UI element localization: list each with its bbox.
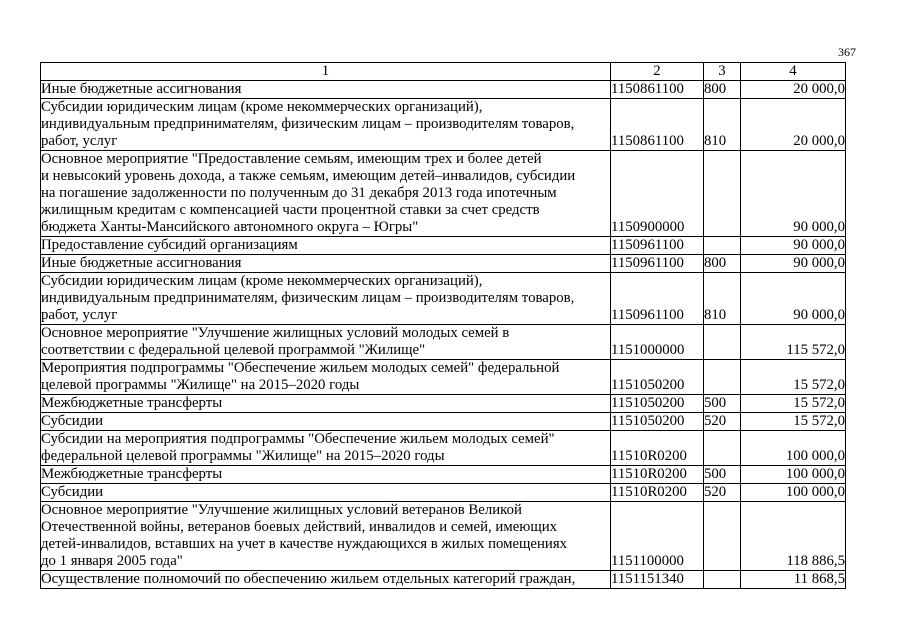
table-row [41, 255, 846, 273]
description-line: Субсидии на мероприятия подпрограммы "Обеспечение жильем молодых семей" [41, 431, 555, 447]
expense-type-cell: 810 [704, 99, 741, 151]
amount-cell: 90 000,0 [741, 151, 846, 237]
expense-type-cell [704, 325, 741, 360]
description-cell [41, 255, 611, 273]
description-line: федеральной целевой программы "Жилище" на 2015–2020 годы [41, 448, 445, 464]
description-cell [41, 237, 611, 255]
table-row [41, 484, 846, 502]
amount-cell: 100 000,0 [741, 431, 846, 466]
column-header-4: 4 [741, 63, 846, 81]
page-number: 367 [838, 45, 856, 59]
description-cell [41, 395, 611, 413]
table-header [41, 63, 846, 81]
description-line: Предоставление субсидий организациям [41, 237, 298, 253]
description-cell [41, 81, 611, 99]
description-cell [41, 99, 611, 151]
description-line: Иные бюджетные ассигнования [41, 255, 242, 271]
description-line: индивидуальным предпринимателям, физическим лицам – производителям товаров, [41, 116, 575, 132]
expense-type-cell [704, 237, 741, 255]
description-line: индивидуальным предпринимателям, физическим лицам – производителям товаров, [41, 290, 575, 306]
description-cell [41, 325, 611, 360]
description-line: Межбюджетные трансферты [41, 466, 223, 482]
description-cell [41, 502, 611, 571]
description-cell [41, 273, 611, 325]
expense-type-cell: 800 [704, 255, 741, 273]
budget-code-cell: 1150861100 [611, 99, 704, 151]
description-line: Основное мероприятие "Предоставление семьям, имеющим трех и более детей [41, 151, 542, 167]
amount-cell: 15 572,0 [741, 413, 846, 431]
expense-type-cell [704, 431, 741, 466]
description-line: и невысокий уровень дохода, а также семьям, имеющим детей–инвалидов, субсидии [41, 168, 576, 184]
amount-cell: 90 000,0 [741, 255, 846, 273]
description-line: Основное мероприятие "Улучшение жилищных условий молодых семей в [41, 325, 510, 341]
budget-code-cell: 1150961100 [611, 237, 704, 255]
table-row [41, 431, 846, 466]
description-line: соответствии с федеральной целевой программой "Жилище" [41, 342, 426, 358]
description-cell [41, 413, 611, 431]
expense-type-cell: 520 [704, 484, 741, 502]
description-line: Иные бюджетные ассигнования [41, 81, 242, 97]
amount-cell: 90 000,0 [741, 273, 846, 325]
budget-code-cell: 11510R0200 [611, 484, 704, 502]
amount-cell: 11 868,5 [741, 571, 846, 589]
table-row [41, 466, 846, 484]
budget-code-cell: 1150861100 [611, 81, 704, 99]
budget-code-cell: 11510R0200 [611, 466, 704, 484]
description-line: Основное мероприятие "Улучшение жилищных условий ветеранов Великой [41, 502, 522, 518]
description-cell [41, 151, 611, 237]
table-row [41, 151, 846, 237]
budget-code-cell: 1151050200 [611, 360, 704, 395]
budget-code-cell: 1151000000 [611, 325, 704, 360]
expense-type-cell: 810 [704, 273, 741, 325]
table-row [41, 502, 846, 571]
expense-type-cell: 520 [704, 413, 741, 431]
table-body [41, 81, 846, 589]
expense-type-cell: 500 [704, 395, 741, 413]
budget-code-cell: 1151151340 [611, 571, 704, 589]
budget-code-cell: 1151050200 [611, 395, 704, 413]
table-row [41, 99, 846, 151]
expense-type-cell: 800 [704, 81, 741, 99]
description-line: Субсидии юридическим лицам (кроме некоммерческих организаций), [41, 273, 483, 289]
header-row [41, 63, 846, 81]
budget-code-cell: 1150900000 [611, 151, 704, 237]
amount-cell: 100 000,0 [741, 484, 846, 502]
description-line: Субсидии [41, 413, 104, 429]
amount-cell: 90 000,0 [741, 237, 846, 255]
description-line: работ, услуг [41, 133, 118, 149]
budget-table [40, 62, 846, 589]
description-cell [41, 466, 611, 484]
table-row [41, 395, 846, 413]
description-line: жилищным кредитам с компенсацией части процентной ставки за счет средств [41, 202, 540, 218]
budget-code-cell: 1151050200 [611, 413, 704, 431]
expense-type-cell [704, 360, 741, 395]
table-row [41, 237, 846, 255]
table-row [41, 360, 846, 395]
amount-cell: 20 000,0 [741, 99, 846, 151]
table-row [41, 81, 846, 99]
column-header-1: 1 [41, 63, 611, 81]
expense-type-cell [704, 502, 741, 571]
expense-type-cell [704, 571, 741, 589]
amount-cell: 15 572,0 [741, 360, 846, 395]
expense-type-cell: 500 [704, 466, 741, 484]
column-header-2: 2 [611, 63, 704, 81]
table-row [41, 273, 846, 325]
description-cell [41, 360, 611, 395]
description-line: детей-инвалидов, вставших на учет в качестве нуждающихся в жилых помещениях [41, 536, 568, 552]
description-line: бюджета Ханты-Мансийского автономного округа – Югры" [41, 219, 419, 235]
table-row [41, 325, 846, 360]
amount-cell: 15 572,0 [741, 395, 846, 413]
description-line: Субсидии юридическим лицам (кроме некоммерческих организаций), [41, 99, 483, 115]
description-line: работ, услуг [41, 307, 118, 323]
table-row [41, 571, 846, 589]
budget-code-cell: 1150961100 [611, 255, 704, 273]
description-line: Осуществление полномочий по обеспечению жильем отдельных категорий граждан, [41, 571, 576, 587]
amount-cell: 115 572,0 [741, 325, 846, 360]
amount-cell: 20 000,0 [741, 81, 846, 99]
budget-code-cell: 1150961100 [611, 273, 704, 325]
table-row [41, 413, 846, 431]
description-line: Мероприятия подпрограммы "Обеспечение жильем молодых семей" федеральной [41, 360, 560, 376]
description-line: до 1 января 2005 года" [41, 553, 183, 569]
description-cell [41, 431, 611, 466]
description-line: Межбюджетные трансферты [41, 395, 223, 411]
description-line: целевой программы "Жилище" на 2015–2020 годы [41, 377, 360, 393]
description-cell [41, 571, 611, 589]
column-header-3: 3 [704, 63, 741, 81]
budget-code-cell: 11510R0200 [611, 431, 704, 466]
description-line: на погашение задолженности по полученным до 31 декабря 2013 года ипотечным [41, 185, 557, 201]
description-cell [41, 484, 611, 502]
description-line: Субсидии [41, 484, 104, 500]
amount-cell: 118 886,5 [741, 502, 846, 571]
amount-cell: 100 000,0 [741, 466, 846, 484]
description-line: Отечественной войны, ветеранов боевых действий, инвалидов и семей, имеющих [41, 519, 558, 535]
expense-type-cell [704, 151, 741, 237]
budget-code-cell: 1151100000 [611, 502, 704, 571]
